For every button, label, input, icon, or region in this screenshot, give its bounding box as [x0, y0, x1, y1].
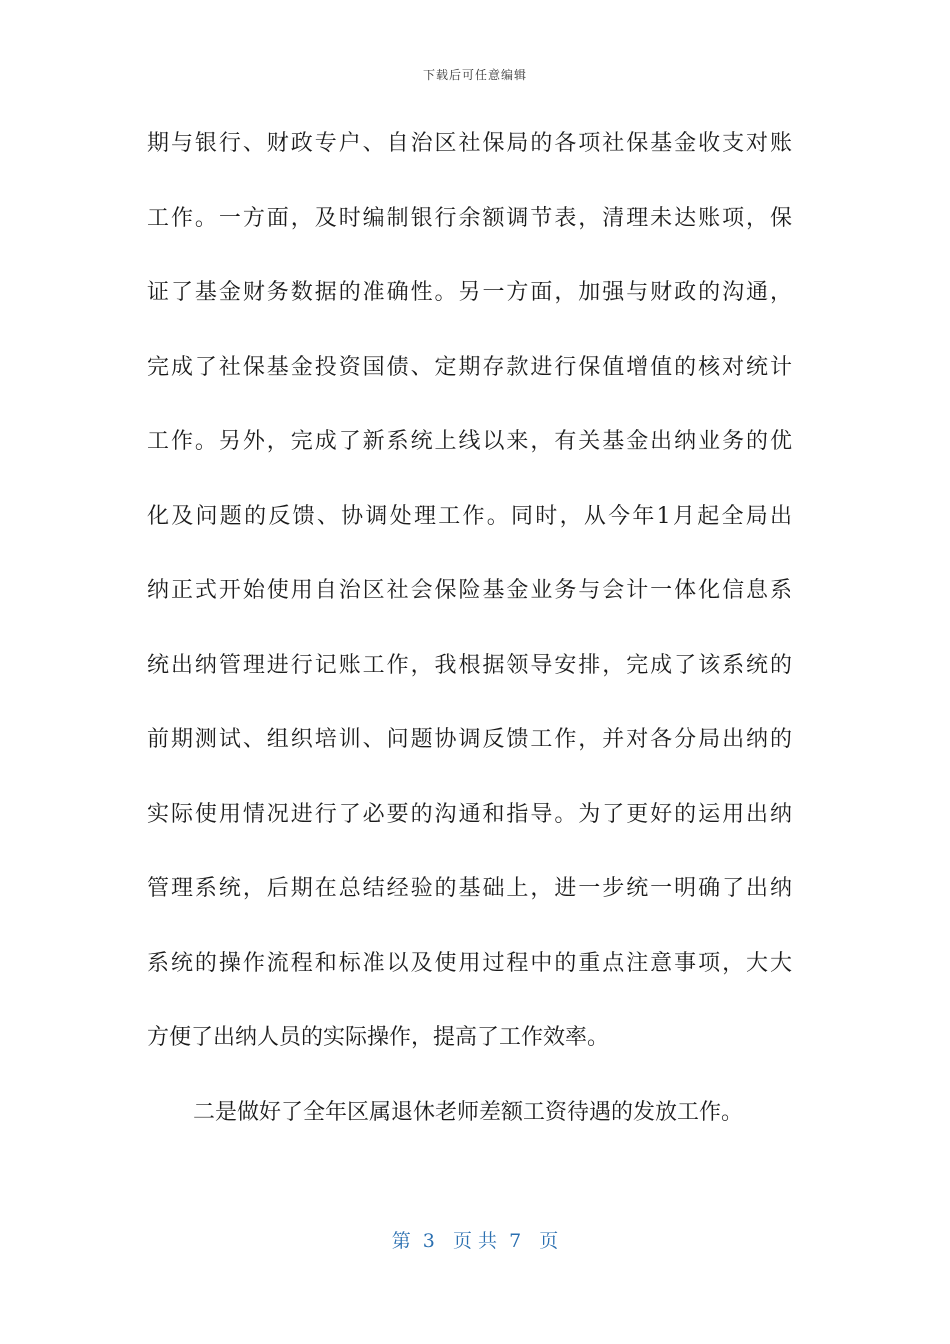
- body-line: 化及问题的反馈、协调处理工作。同时，从今年1月起全局出: [147, 503, 792, 529]
- body-line: 工作。一方面，及时编制银行余额调节表，清理未达账项，保: [147, 205, 792, 231]
- page-header: 下载后可任意编辑: [422, 68, 527, 82]
- body-line: 管理系统，后期在总结经验的基础上，进一步统一明确了出纳: [147, 876, 792, 901]
- document-body: [147, 124, 792, 1167]
- body-line: 完成了社保基金投资国债、定期存款进行保值增值的核对统计: [147, 354, 792, 380]
- body-line: 方便了出纳人员的实际操作，提高了工作效率。: [147, 1025, 610, 1050]
- page-footer: [0, 1226, 950, 1253]
- paragraph-start-line: 二是做好了全年区属退休老师差额工资待遇的发放工作。: [193, 1099, 744, 1125]
- body-line: 统出纳管理进行记账工作，我根据领导安排，完成了该系统的: [147, 652, 792, 678]
- body-line: 系统的操作流程和标准以及使用过程中的重点注意事项，大大: [147, 950, 792, 976]
- body-line: 工作。另外，完成了新系统上线以来，有关基金出纳业务的优: [147, 429, 792, 454]
- body-line: 前期测试、组织培训、问题协调反馈工作，并对各分局出纳的: [147, 727, 792, 752]
- page-number-label: 第 3 页 共 7 页: [391, 1230, 559, 1252]
- body-line: 证了基金财务数据的准确性。另一方面，加强与财政的沟通，: [147, 280, 792, 305]
- body-line: 实际使用情况进行了必要的沟通和指导。为了更好的运用出纳: [147, 801, 792, 827]
- body-line: 纳正式开始使用自治区社会保险基金业务与会计一体化信息系: [147, 578, 792, 603]
- body-line: 期与银行、财政专户、自治区社保局的各项社保基金收支对账: [147, 131, 792, 156]
